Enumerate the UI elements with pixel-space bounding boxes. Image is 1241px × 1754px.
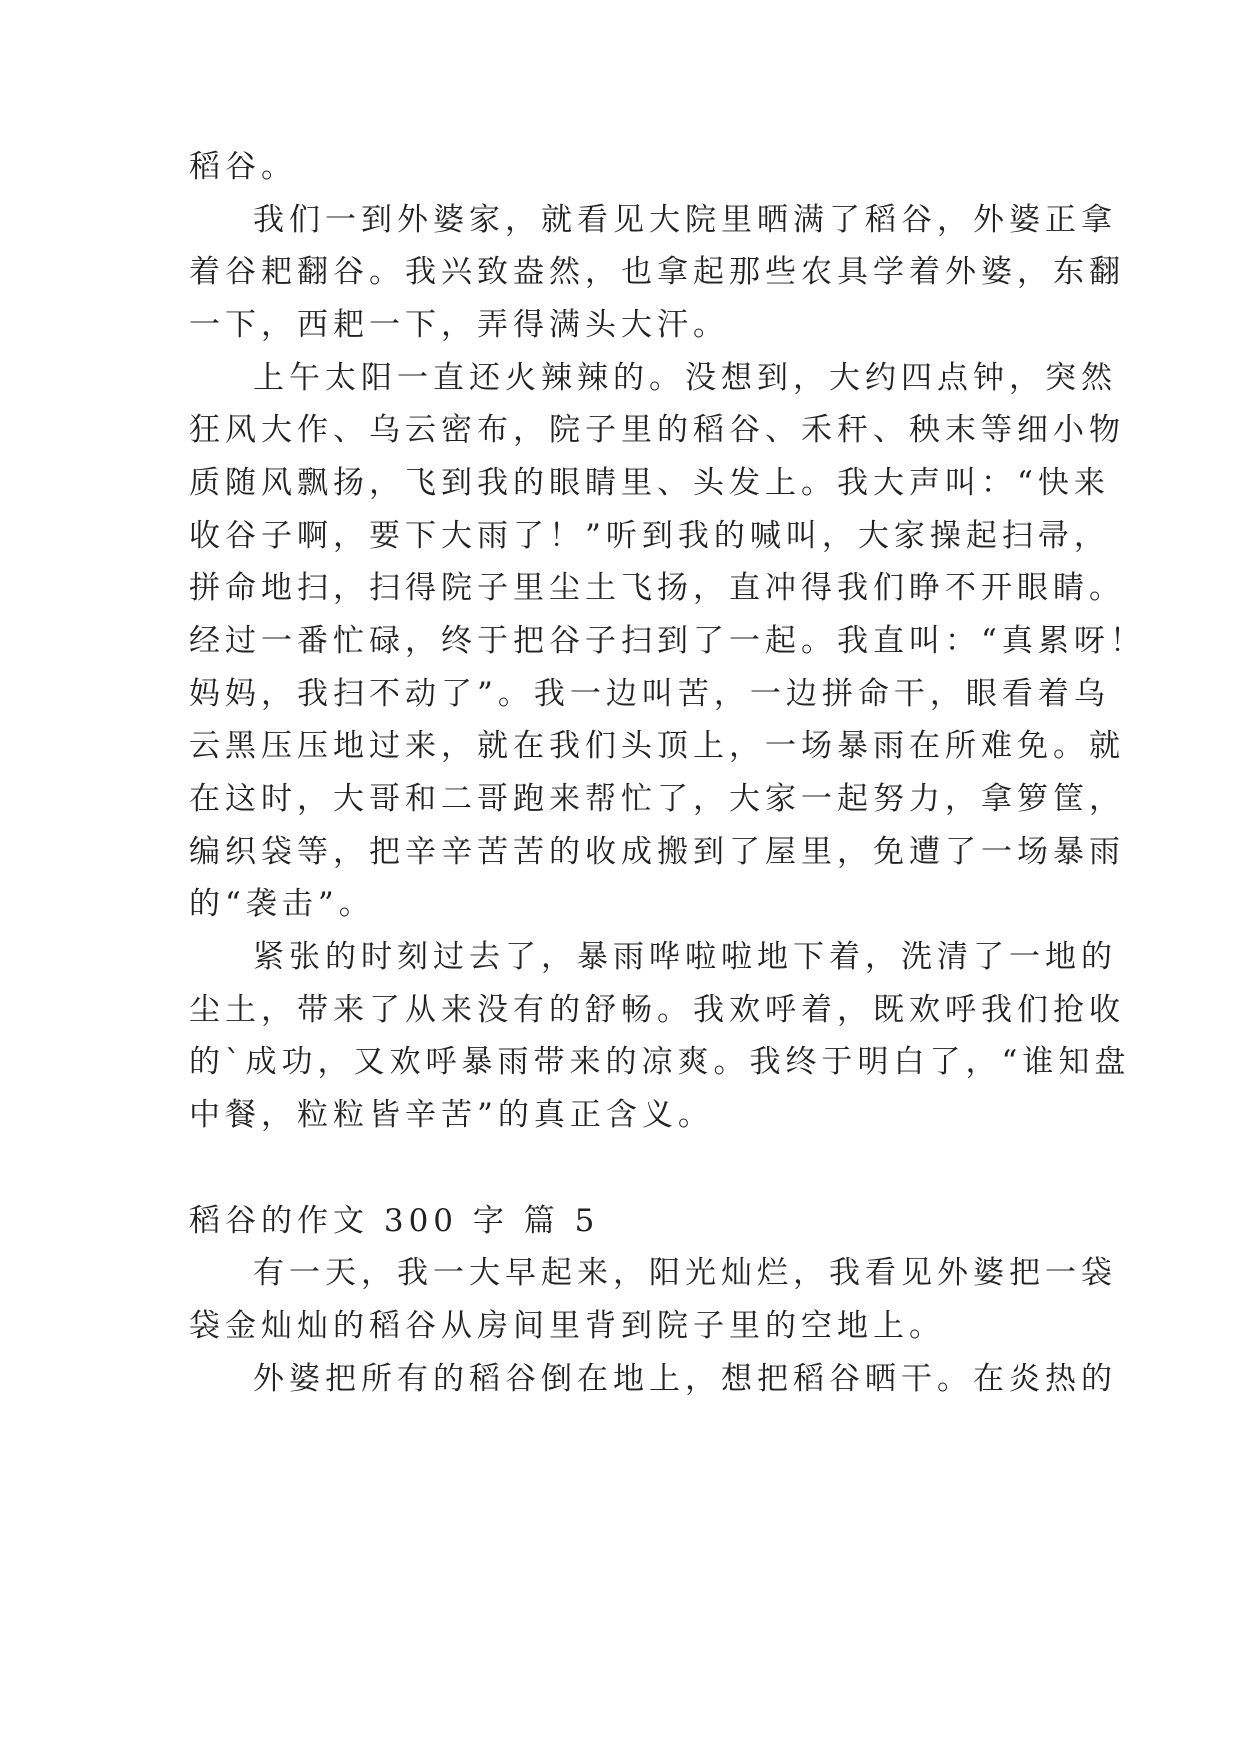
paragraph-line: 着谷耙翻谷。我兴致盎然，也拿起那些农具学着外婆，东翻: [189, 254, 1125, 290]
paragraph-line: 狂风大作、乌云密布，院子里的稻谷、禾秆、秧末等细小物: [189, 412, 1125, 448]
paragraph-line: 有一天，我一大早起来，阳光灿烂，我看见外婆把一袋: [253, 1255, 1117, 1291]
paragraph-line: 的“袭击”。: [189, 886, 375, 922]
paragraph-line: 尘土，带来了从来没有的舒畅。我欢呼着，既欢呼我们抢收: [189, 992, 1125, 1028]
paragraph-line: 一下，西耙一下，弄得满头大汗。: [189, 307, 729, 343]
section-heading: 稻谷的作文 300 字 篇 5: [189, 1203, 600, 1239]
paragraph-line: 收谷子啊，要下大雨了！”听到我的喊叫，大家操起扫帚，: [189, 518, 1110, 554]
paragraph-line: 妈妈，我扫不动了”。我一边叫苦，一边拼命干，眼看着乌: [189, 676, 1110, 712]
paragraph-line: 稻谷。: [189, 149, 297, 185]
paragraph-line: 质随风飘扬，飞到我的眼睛里、头发上。我大声叫：“快来: [189, 465, 1110, 501]
paragraph-line: 我们一到外婆家，就看见大院里晒满了稻谷，外婆正拿: [253, 202, 1117, 238]
paragraph-line: 中餐，粒粒皆辛苦”的真正含义。: [189, 1097, 714, 1133]
paragraph-line: 在这时，大哥和二哥跑来帮忙了，大家一起努力，拿箩筐，: [189, 781, 1125, 817]
paragraph-line: 紧张的时刻过去了，暴雨哗啦啦地下着，洗清了一地的: [253, 939, 1117, 975]
paragraph-line: 编织袋等，把辛辛苦苦的收成搬到了屋里，免遭了一场暴雨: [189, 834, 1125, 870]
paragraph-line: 云黑压压地过来，就在我们头顶上，一场暴雨在所难免。就: [189, 728, 1125, 764]
paragraph-line: 上午太阳一直还火辣辣的。没想到，大约四点钟，突然: [253, 360, 1117, 396]
paragraph-line: 袋金灿灿的稻谷从房间里背到院子里的空地上。: [189, 1308, 945, 1344]
paragraph-line: 经过一番忙碌，终于把谷子扫到了一起。我直叫：“真累呀！: [189, 623, 1146, 659]
paragraph-line: 外婆把所有的稻谷倒在地上，想把稻谷晒干。在炎热的: [253, 1361, 1117, 1397]
paragraph-line: 的`成功，又欢呼暴雨带来的凉爽。我终于明白了，“谁知盘: [189, 1044, 1131, 1080]
paragraph-line: 拼命地扫，扫得院子里尘土飞扬，直冲得我们睁不开眼睛。: [189, 570, 1125, 606]
